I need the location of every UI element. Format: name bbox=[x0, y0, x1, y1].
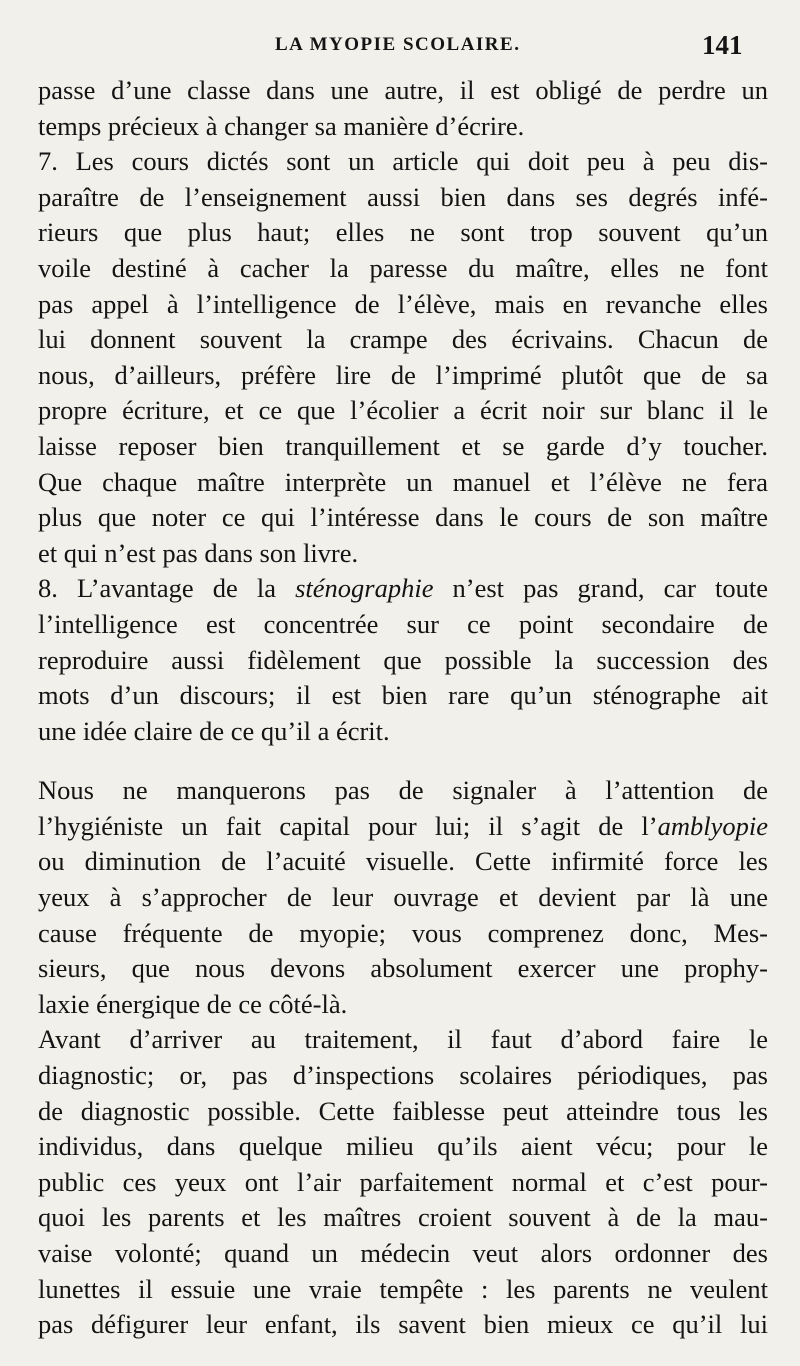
page-header bbox=[0, 30, 800, 70]
text-line: lui donnent souvent la crampe des écrivains. Chacun de bbox=[38, 324, 768, 355]
text-run: n’est pas grand, car toute bbox=[433, 573, 768, 604]
text-line: pas appel à l’intelligence de l’élève, mais en revanche elles bbox=[38, 288, 768, 319]
text-line bbox=[38, 571, 768, 607]
text-line: diagnostic; or, pas d’inspections scolaires périodiques, pas bbox=[38, 1060, 768, 1091]
text-line: de diagnostic possible. Cette faiblesse peut atteindre tous les bbox=[38, 1095, 768, 1126]
paragraph-5 bbox=[38, 1022, 768, 1342]
text-run: 8. L’avantage de la bbox=[38, 573, 296, 604]
text-line: plus que noter ce qui l’intéresse dans le cours de son maître bbox=[38, 502, 768, 533]
text-line: ou diminution de l’acuité visuelle. Cette infirmité force les bbox=[38, 846, 768, 877]
text-line: Avant d’arriver au traitement, il faut d’abord faire le bbox=[38, 1024, 768, 1055]
text-line: quoi les parents et les maîtres croient souvent à de la mau- bbox=[38, 1202, 768, 1233]
paragraph-gap bbox=[38, 749, 768, 773]
text-line: propre écriture, et ce que l’écolier a écrit noir sur blanc il le bbox=[38, 395, 768, 426]
text-line: nous, d’ailleurs, préfère lire de l’imprimé plutôt que de sa bbox=[38, 359, 768, 390]
text-line: laisse reposer bien tranquillement et se garde d’y toucher. bbox=[38, 430, 768, 461]
text-line: rieurs que plus haut; elles ne sont trop souvent qu’un bbox=[38, 217, 768, 248]
text-line: voile destiné à cacher la paresse du maître, elles ne font bbox=[38, 252, 768, 283]
text-line: laxie énergique de ce côté-là. bbox=[38, 988, 348, 1019]
text-line: sieurs, que nous devons absolument exercer une prophy- bbox=[38, 953, 768, 984]
text-line: reproduire aussi fidèlement que possible la succession des bbox=[38, 644, 768, 675]
running-title: LA MYOPIE SCOLAIRE. bbox=[275, 34, 521, 55]
italic-term: sténographie bbox=[295, 573, 434, 604]
body-text bbox=[38, 73, 768, 1343]
text-line: l’intelligence est concentrée sur ce point secondaire de bbox=[38, 608, 768, 639]
text-line: Que chaque maître interprète un manuel et l’élève ne fera bbox=[38, 466, 768, 497]
text-line: cause fréquente de myopie; vous comprenez donc, Mes- bbox=[38, 917, 768, 948]
text-line: et qui n’est pas dans son livre. bbox=[38, 537, 359, 568]
page-number: 141 bbox=[702, 30, 743, 60]
text-line bbox=[38, 809, 768, 845]
paragraph-2 bbox=[38, 144, 768, 571]
text-line: mots d’un discours; il est bien rare qu’un sténographe ait bbox=[38, 680, 768, 711]
text-line: paraître de l’enseignement aussi bien dans ses degrés infé- bbox=[38, 181, 768, 212]
text-line: Nous ne manquerons pas de signaler à l’attention de bbox=[38, 775, 768, 806]
paragraph-4 bbox=[38, 773, 768, 1022]
paragraph-1 bbox=[38, 73, 768, 144]
text-line: individus, dans quelque milieu qu’ils aient vécu; pour le bbox=[38, 1131, 768, 1162]
text-line: pas défigurer leur enfant, ils savent bien mieux ce qu’il lui bbox=[38, 1309, 768, 1340]
text-line: public ces yeux ont l’air parfaitement normal et c’est pour- bbox=[38, 1166, 768, 1197]
paragraph-3 bbox=[38, 571, 768, 749]
text-line: une idée claire de ce qu’il a écrit. bbox=[38, 715, 390, 746]
text-line: vaise volonté; quand un médecin veut alors ordonner des bbox=[38, 1238, 768, 1268]
text-line: lunettes il essuie une vraie tempête : les parents ne veulent bbox=[38, 1273, 768, 1304]
text-line: yeux à s’approcher de leur ouvrage et devient par là une bbox=[38, 882, 768, 913]
text-line: temps précieux à changer sa manière d’écrire. bbox=[38, 110, 525, 141]
text-line: 7. Les cours dictés sont un article qui doit peu à peu dis- bbox=[38, 146, 768, 177]
text-line: passe d’une classe dans une autre, il est obligé de perdre un bbox=[38, 75, 768, 105]
text-run: l’hygiéniste un fait capital pour lui; il s’agit de l’ bbox=[38, 810, 658, 841]
italic-term: amblyopie bbox=[657, 810, 768, 841]
